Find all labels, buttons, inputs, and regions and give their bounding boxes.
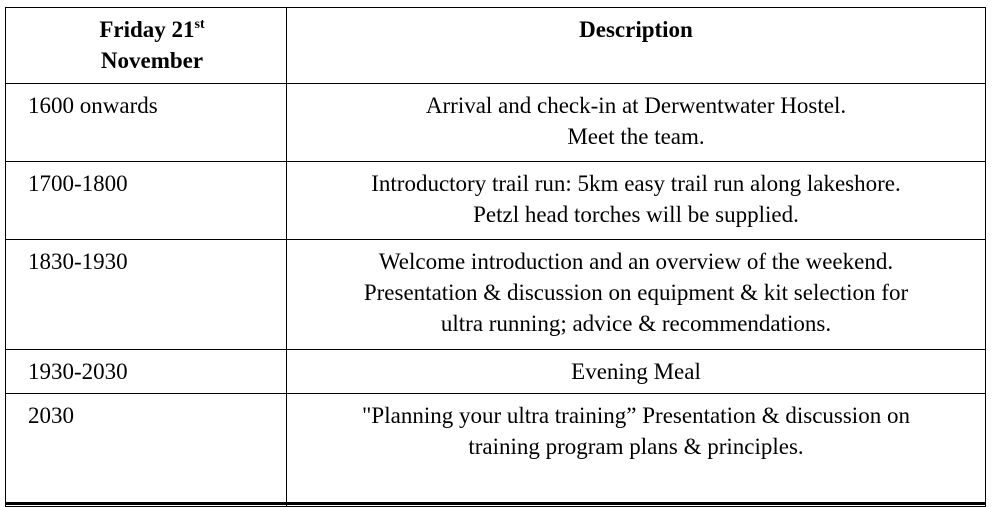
bottom-rule — [5, 502, 985, 505]
description-line: Presentation & discussion on equipment & kit selection for — [363, 280, 909, 305]
description-line: Meet the team. — [567, 124, 705, 149]
description-cell — [287, 240, 986, 350]
table-row — [6, 84, 986, 162]
schedule-table — [5, 7, 986, 507]
description-line: Evening Meal — [571, 359, 701, 384]
description-cell — [287, 394, 986, 507]
description-line: Introductory trail run: 5km easy trail run along lakeshore. — [371, 171, 901, 196]
description-cell — [287, 84, 986, 162]
date-month: November — [100, 48, 204, 73]
date-day-line — [28, 14, 276, 45]
date-suffix: st — [194, 17, 205, 32]
time-cell: 1930-2030 — [6, 350, 287, 394]
description-cell — [287, 350, 986, 394]
time-cell: 1600 onwards — [6, 84, 287, 162]
time-cell: 1700-1800 — [6, 162, 287, 240]
header-row — [6, 8, 986, 84]
date-day: Friday 21 — [99, 17, 195, 42]
description-line: Petzl head torches will be supplied. — [473, 202, 799, 227]
table-row — [6, 162, 986, 240]
description-line: Arrival and check-in at Derwentwater Hostel. — [425, 93, 847, 118]
description-cell — [287, 162, 986, 240]
description-line: training program plans & principles. — [468, 434, 804, 459]
time-cell: 1830-1930 — [6, 240, 287, 350]
time-cell: 2030 — [6, 394, 287, 507]
table-row — [6, 240, 986, 350]
date-header-cell — [6, 8, 287, 84]
description-line: ultra running; advice & recommendations. — [440, 311, 832, 336]
table-row — [6, 394, 986, 507]
description-line: Welcome introduction and an overview of the weekend. — [378, 249, 894, 274]
table-row — [6, 350, 986, 394]
description-line: "Planning your ultra training” Presentation & discussion on — [362, 403, 910, 428]
description-header-cell: Description — [287, 8, 986, 84]
